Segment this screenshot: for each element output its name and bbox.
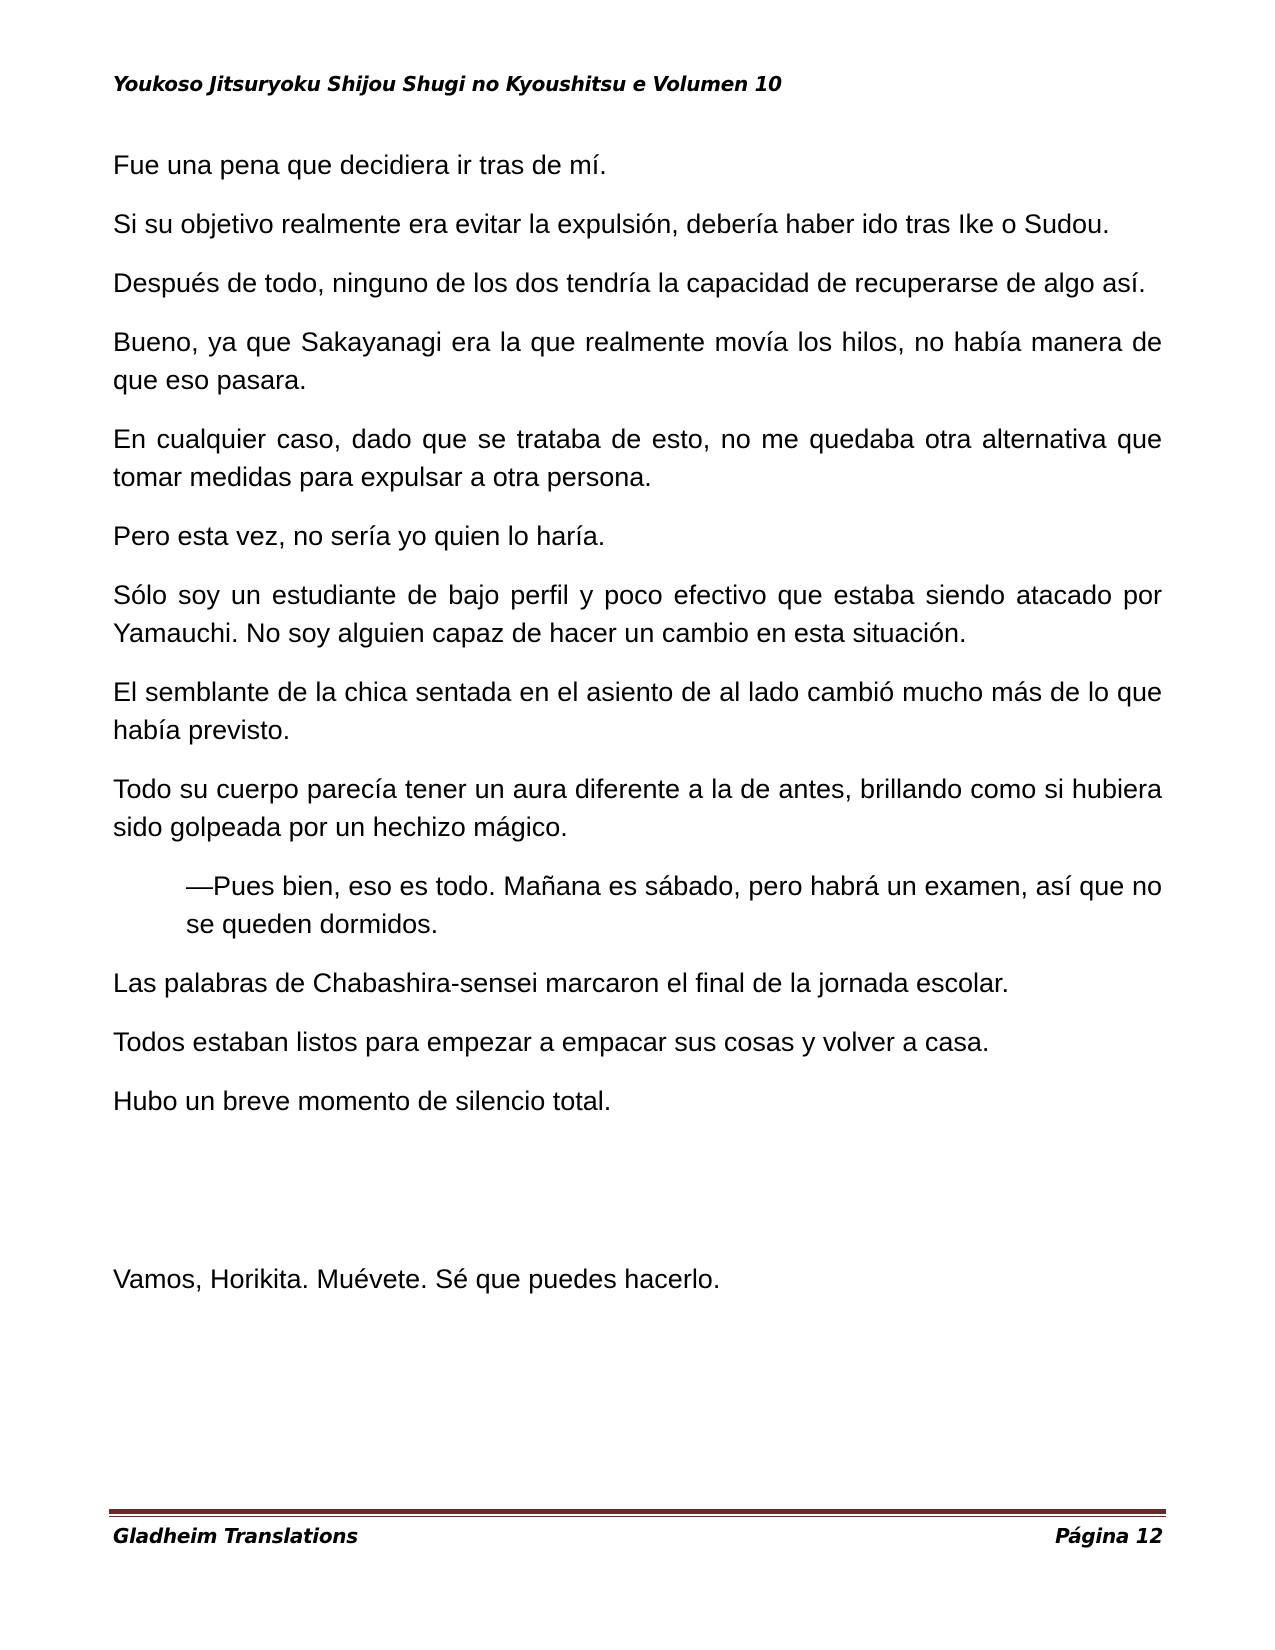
footer-divider-thick [109, 1509, 1166, 1514]
paragraph: Sólo soy un estudiante de bajo perfil y poco efectivo que estaba siendo atacado por Yamauchi. No soy alguien capaz de hacer un cambio en esta situación. [113, 580, 1162, 648]
paragraph: Bueno, ya que Sakayanagi era la que realmente movía los hilos, no había manera de que eso pasara. [113, 327, 1162, 395]
paragraph: Pero esta vez, no sería yo quien lo haría. [113, 521, 606, 551]
dialogue-paragraph: —Pues bien, eso es todo. Mañana es sábado, pero habrá un examen, así que no se queden dormidos. [186, 871, 1162, 939]
footer-translator: Gladheim Translations [113, 1524, 358, 1548]
paragraph: Fue una pena que decidiera ir tras de mí. [113, 150, 607, 180]
footer-divider-thin [109, 1516, 1166, 1517]
paragraph: Después de todo, ninguno de los dos tendría la capacidad de recuperarse de algo así. [113, 268, 1146, 298]
footer-page-number: Página 12 [1055, 1524, 1163, 1548]
body-text [113, 146, 1162, 1319]
paragraph: Si su objetivo realmente era evitar la expulsión, debería haber ido tras Ike o Sudou. [113, 209, 1110, 239]
paragraph: Todo su cuerpo parecía tener un aura diferente a la de antes, brillando como si hubiera sido golpeada por un hechizo mágico. [113, 774, 1162, 842]
paragraph: Hubo un breve momento de silencio total. [113, 1086, 612, 1116]
paragraph: En cualquier caso, dado que se trataba de esto, no me quedaba otra alternativa que tomar medidas para expulsar a otra persona. [113, 424, 1162, 492]
paragraph: Todos estaban listos para empezar a empacar sus cosas y volver a casa. [113, 1027, 990, 1057]
paragraph: Vamos, Horikita. Muévete. Sé que puedes hacerlo. [113, 1264, 721, 1294]
paragraph: El semblante de la chica sentada en el asiento de al lado cambió mucho más de lo que había previsto. [113, 677, 1162, 745]
page-header-title: Youkoso Jitsuryoku Shijou Shugi no Kyoushitsu e Volumen 10 [113, 72, 782, 96]
paragraph: Las palabras de Chabashira-sensei marcaron el final de la jornada escolar. [113, 968, 1010, 998]
